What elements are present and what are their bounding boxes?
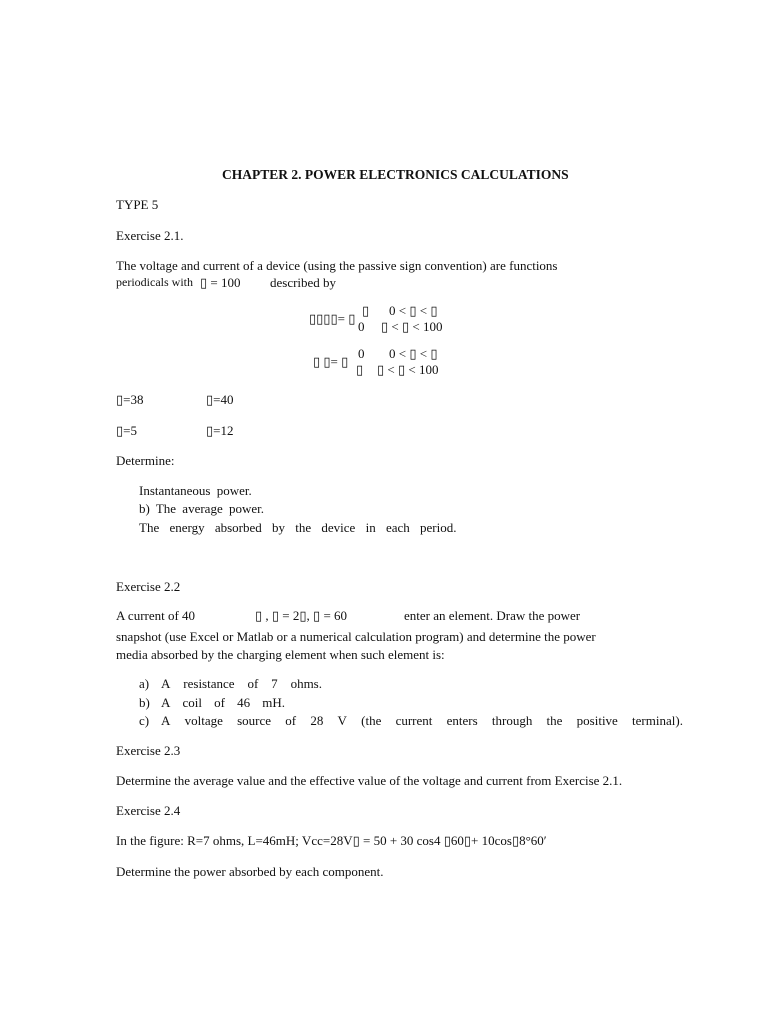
word: through — [491, 713, 533, 728]
word: positive — [576, 713, 618, 728]
exercise-2-2-line1b: ▯ , ▯ = 2▯, ▯ = 60 — [255, 608, 348, 623]
word: V — [337, 713, 347, 728]
word: resistance — [183, 676, 235, 691]
word: coil — [182, 695, 203, 710]
word: enters — [446, 713, 478, 728]
word: source — [237, 713, 272, 728]
chapter-title: CHAPTER 2. POWER ELECTRONICS CALCULATIONS — [222, 167, 569, 182]
exercise-2-1-heading: Exercise 2.1. — [116, 228, 184, 243]
word: 28 — [310, 713, 324, 728]
exercise-2-4-heading: Exercise 2.4 — [116, 803, 181, 818]
type-label: TYPE 5 — [116, 197, 159, 212]
voltage-case1-value: ▯ — [362, 303, 370, 318]
param-row2-b: ▯=12 — [206, 423, 234, 438]
word: mH. — [262, 695, 285, 710]
word: A — [161, 713, 171, 728]
exercise-2-3-heading: Exercise 2.3 — [116, 743, 181, 758]
word: voltage — [184, 713, 223, 728]
exercise-2-2-line2: snapshot (use Excel or Matlab or a numerical calculation program) and determine the power — [116, 629, 596, 644]
ex1-item-a: Instantaneous power. — [139, 483, 252, 498]
exercise-2-1-intro-line2a: periodicals with — [116, 275, 193, 289]
exercise-2-2-line3: media absorbed by the charging element when such element is: — [116, 647, 445, 662]
exercise-2-4-footer: Determine the power absorbed by each component. — [116, 864, 384, 879]
word: of — [247, 676, 259, 691]
word: current — [395, 713, 433, 728]
ex2-item-c — [161, 714, 683, 729]
ex2-item-c-label: c) — [139, 713, 150, 728]
current-equation-lhs: ▯ ▯= ▯ — [313, 354, 349, 369]
word: terminal). — [632, 713, 683, 728]
voltage-case1-range: 0 < ▯ < ▯ — [389, 303, 438, 318]
current-case1-range: 0 < ▯ < ▯ — [389, 346, 438, 361]
word: A — [161, 676, 171, 691]
voltage-equation-lhs: ▯▯▯▯= ▯ — [309, 311, 356, 326]
exercise-2-1-period: ▯ = 100 — [200, 275, 241, 290]
exercise-2-1-described-by: described by — [270, 275, 337, 290]
word: the — [546, 713, 563, 728]
ex2-item-b-label: b) — [139, 695, 150, 710]
exercise-2-2-line1c: enter an element. Draw the power — [404, 608, 581, 623]
word: 7 — [271, 676, 278, 691]
current-case1-value: 0 — [358, 346, 365, 361]
param-row1-a: ▯=38 — [116, 392, 144, 407]
word: of — [214, 695, 225, 710]
current-case2-value: ▯ — [356, 362, 364, 377]
voltage-case2-value: 0 — [358, 319, 365, 334]
word: of — [285, 713, 297, 728]
ex2-item-a — [161, 677, 322, 692]
word: 46 — [237, 695, 251, 710]
word: A — [161, 695, 171, 710]
word: ohms. — [290, 676, 322, 691]
exercise-2-3-text: Determine the average value and the effective value of the voltage and current from Exercise 2.1. — [116, 773, 623, 788]
exercise-2-2-heading: Exercise 2.2 — [116, 579, 181, 594]
param-row1-b: ▯=40 — [206, 392, 234, 407]
voltage-case2-range: ▯ < ▯ < 100 — [381, 319, 443, 334]
ex2-item-a-label: a) — [139, 676, 150, 691]
exercise-2-2-line1a: A current of 40 — [116, 608, 196, 623]
current-case2-range: ▯ < ▯ < 100 — [377, 362, 439, 377]
exercise-2-4-text: In the figure: R=7 ohms, L=46mH; Vcc=28V▯ = 50 + 30 cos4 ▯60▯+ 10cos▯8°60′ — [116, 833, 547, 848]
word: (the — [361, 713, 382, 728]
determine-label: Determine: — [116, 453, 175, 468]
exercise-2-1-intro-line1: The voltage and current of a device (using the passive sign convention) are functions — [116, 258, 558, 273]
ex2-item-b — [161, 696, 285, 711]
ex1-item-b: b) The average power. — [139, 501, 264, 516]
param-row2-a: ▯=5 — [116, 423, 137, 438]
ex1-item-c: The energy absorbed by the device in each period. — [139, 520, 457, 535]
